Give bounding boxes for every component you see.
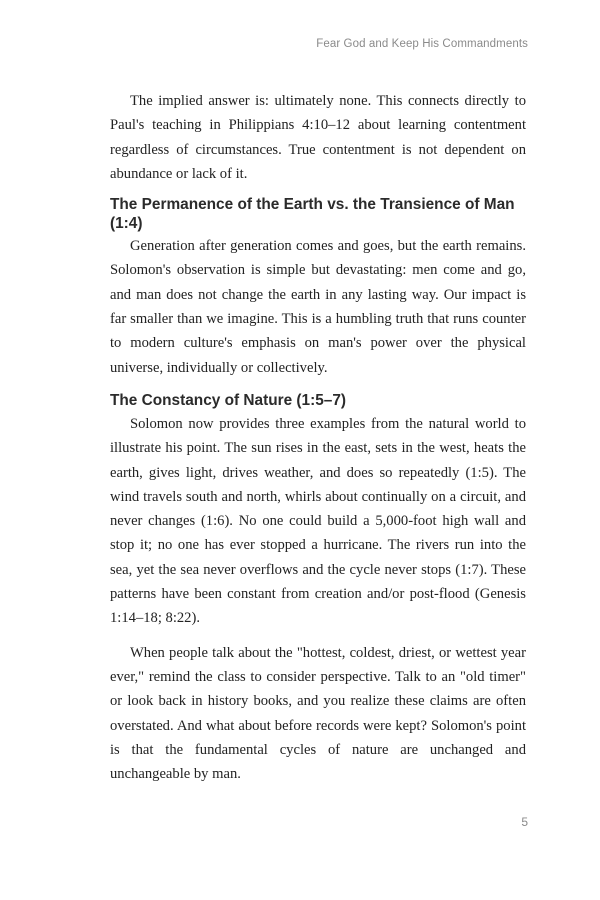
intro-paragraph: The implied answer is: ultimately none. This connects directly to Paul's teaching in Philippians 4:10–12 about learning contentment regardless of circumstances. True contentment is not dependent on abundance or lack of it. [110, 93, 526, 182]
page-content [110, 89, 526, 786]
section-heading-constancy: The Constancy of Nature (1:5–7) [110, 391, 347, 409]
section-heading-permanence: The Permanence of the Earth vs. the Transience of Man (1:4) [110, 196, 515, 233]
running-header: Fear God and Keep His Commandments [316, 38, 528, 50]
section-paragraph: When people talk about the "hottest, coldest, driest, or wettest year ever," remind the class to consider perspective. Talk to an "old timer" or look back in history books, and you realize these claims are often overstated. And what about before records were kept? Solomon's point is that the fundamental cycles of nature are unchanged and unchangeable by man. [110, 644, 526, 783]
section-paragraph: Generation after generation comes and goes, but the earth remains. Solomon's observation is simple but devastating: men come and go, and man does not change the earth in any lasting way. Our impact is far smaller than we imagine. This is a humbling truth that runs counter to modern culture's emphasis on man's power over the physical universe, individually or collectively. [110, 238, 526, 376]
section-paragraph: Solomon now provides three examples from the natural world to illustrate his point. The sun rises in the east, sets in the west, heats the earth, gives light, drives weather, and does so repeatedly (1:5). The wind travels south and north, whirls about continually on a circuit, and never changes (1:6). No one could build a 5,000-foot high wall and stop it; no one has ever stopped a hurricane. The rivers run into the sea, yet the sea never overflows and the cycle never stops (1:7). These patterns have been constant from creation and/or post-flood (Genesis 1:14–18; 8:22). [110, 415, 526, 627]
page-number: 5 [521, 815, 528, 829]
